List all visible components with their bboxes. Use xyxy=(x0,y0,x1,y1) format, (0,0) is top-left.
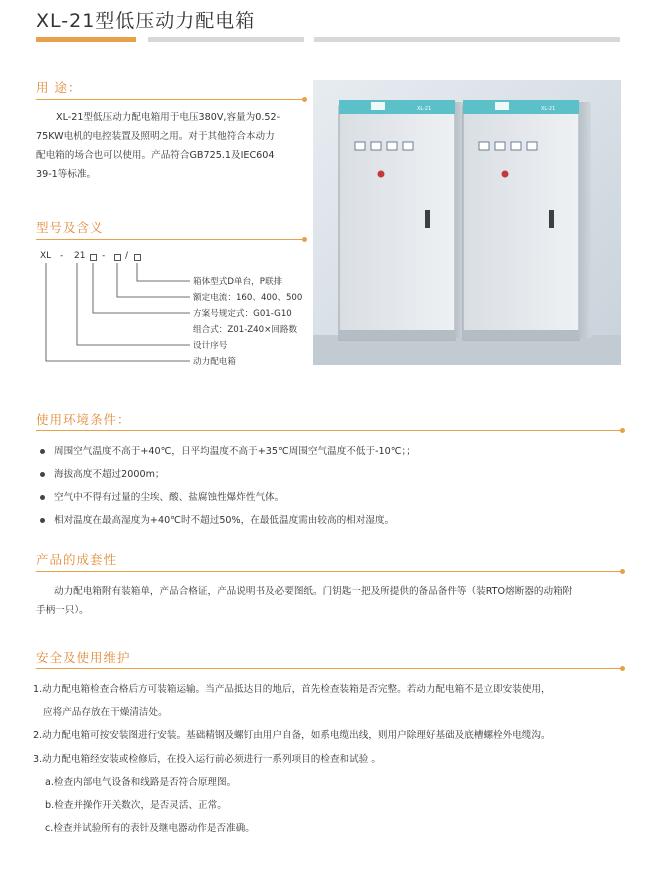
maintenance-line: a.检查内部电气设备和线路是否符合原理图。 xyxy=(45,776,237,788)
panel-label-left: XL-21 xyxy=(417,106,432,112)
panel-label-right: XL-21 xyxy=(541,106,556,112)
page-title: XL-21型低压动力配电箱 xyxy=(36,10,256,32)
maintenance-line: c.检查并试验所有的表针及继电器动作是否准确。 xyxy=(45,823,255,835)
environment-heading: 使用环境条件： xyxy=(36,412,131,427)
usage-rule xyxy=(36,99,304,100)
cabinet-right xyxy=(463,100,591,340)
model-rule-dot xyxy=(302,237,307,242)
leader-line-case-type xyxy=(137,263,190,281)
code-prefix: XL xyxy=(40,251,52,261)
cabinet-left xyxy=(339,100,465,340)
completeness-line: 手柄一只）。 xyxy=(36,605,89,616)
code-slash: / xyxy=(125,251,129,261)
usage-line: XL-21型低压动力配电箱用于电压380V,容量为0.52- xyxy=(56,112,281,123)
legend-item: 箱体型式D单台，P联排 xyxy=(193,277,283,287)
leader-line-rated-current xyxy=(117,263,190,297)
code-dash: - xyxy=(102,251,106,261)
bullet-icon xyxy=(40,449,45,454)
code-number: 21 xyxy=(74,251,86,261)
completeness-text xyxy=(36,582,631,620)
environment-rule xyxy=(36,430,622,431)
code-dash: - xyxy=(60,251,64,261)
completeness-line: 动力配电箱附有装箱单，产品合格证，产品说明书及必要图纸。门钥匙一把及所提供的备品备件等（装RTO熔断器的动箱附 xyxy=(54,586,573,597)
completeness-rule xyxy=(36,571,622,572)
environment-rule-dot xyxy=(620,428,625,433)
maintenance-heading: 安全及使用维护 xyxy=(36,650,131,665)
legend-item: 额定电流：160、400、500 xyxy=(193,293,303,303)
legend-item: 方案号规定式：G01-G10 xyxy=(193,309,292,319)
list-item: 周围空气温度不高于+40℃，日平均温度不高于+35℃周围空气温度不低于-10℃；； xyxy=(40,440,630,463)
maintenance-line: 应将产品存放在干燥清洁处。 xyxy=(43,707,168,719)
leader-line-scheme xyxy=(93,263,190,313)
title-bar-accent xyxy=(36,37,136,42)
maintenance-rule-dot xyxy=(620,666,625,671)
usage-line: 配电箱的场合也可以使用。产品符合GB725.1及IEC604 xyxy=(36,150,275,161)
legend-item: 组合式：Z01-Z40×回路数 xyxy=(193,325,298,335)
legend-item: 动力配电箱 xyxy=(193,357,236,367)
model-rule xyxy=(36,239,304,240)
maintenance-text xyxy=(33,678,633,840)
bullet-icon xyxy=(40,518,45,523)
list-item: 空气中不得有过量的尘埃、酸、盐腐蚀性爆炸性气体。 xyxy=(40,486,630,509)
usage-rule-dot xyxy=(302,97,307,102)
leader-line-design-no xyxy=(77,263,190,345)
maintenance-line: 3.动力配电箱经安装或检修后，在投入运行前必须进行一系列项目的检查和试验 。 xyxy=(33,753,381,765)
model-heading: 型号及含义 xyxy=(36,220,104,235)
maintenance-line: 1.动力配电箱检查合格后方可装箱运输。当产品抵达目的地后，首先检查装箱是否完整。若动力配电箱不是立即安装使用， xyxy=(33,684,551,695)
bullet-icon xyxy=(40,495,45,500)
list-item: 海拔高度不超过2000m； xyxy=(40,463,630,486)
environment-list xyxy=(40,440,630,532)
title-bar-grey-1 xyxy=(148,37,304,42)
usage-text xyxy=(36,108,311,184)
product-photo xyxy=(313,80,621,365)
title-bar-grey-2 xyxy=(314,37,620,42)
maintenance-rule xyxy=(36,668,622,669)
completeness-heading: 产品的成套性 xyxy=(36,552,118,567)
bullet-icon xyxy=(40,472,45,477)
usage-heading: 用 途： xyxy=(36,80,82,95)
leader-line-product xyxy=(46,263,190,361)
usage-line: 75KW电机的电控装置及照明之用。对于其他符合本动力 xyxy=(36,131,275,142)
maintenance-line: b.检查并操作开关数次，是否灵活、正常。 xyxy=(45,799,227,811)
completeness-rule-dot xyxy=(620,569,625,574)
usage-line: 39-1等标准。 xyxy=(36,169,97,180)
legend-item: 设计序号 xyxy=(193,341,228,351)
model-diagram xyxy=(36,250,326,370)
maintenance-line: 2.动力配电箱可按安装图进行安装。基础精钢及螺钉由用户自备，如系电缆出线，则用户除理好基础及底槽螺栓外电缆沟。 xyxy=(33,730,551,742)
list-item: 相对温度在最高湿度为+40℃时不超过50%，在最低温度需由较高的相对湿度。 xyxy=(40,509,630,532)
